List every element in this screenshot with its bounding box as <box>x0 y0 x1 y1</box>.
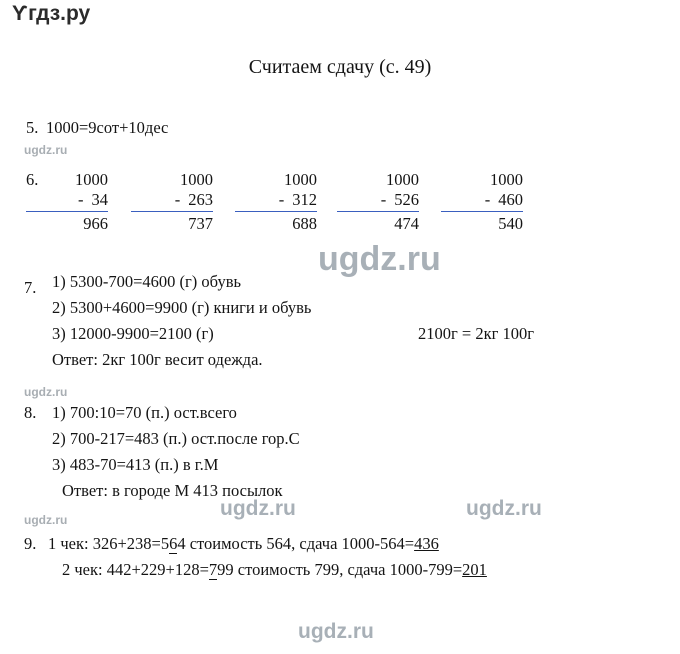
col5-top: 1000 <box>490 170 523 189</box>
col4-top: 1000 <box>386 170 419 189</box>
col4-sub-value: 526 <box>394 190 419 209</box>
task9-l2-part-c: 99 стоимость 799, сдача 1000-799= <box>217 560 463 579</box>
minus-sign: - <box>174 190 181 209</box>
task5-text: 1000=9сот+10дес <box>46 118 169 137</box>
task7-line-3: 3) 12000-9900=2100 (г) <box>52 324 214 343</box>
col1-top: 1000 <box>75 170 108 189</box>
minus-sign: - <box>380 190 387 209</box>
task8-line-1: 1) 700:10=70 (п.) ост.всего <box>52 403 237 422</box>
column-subtraction-3 <box>235 170 317 234</box>
col2-sub <box>131 190 213 212</box>
col1-sub-value: 34 <box>91 190 108 209</box>
task5-number: 5. <box>26 118 39 137</box>
watermark: ugdz.ru <box>466 497 542 520</box>
column-subtraction-5 <box>441 170 523 234</box>
task7-line-1: 1) 5300-700=4600 (г) обувь <box>52 272 242 291</box>
task8-line-3: 3) 483-70=413 (п.) в г.М <box>52 455 219 474</box>
watermark: ugdz.ru <box>24 513 68 527</box>
minus-sign: - <box>278 190 285 209</box>
task9-l1-change: 436 <box>414 534 439 553</box>
task9-line-1 <box>48 534 439 554</box>
task9-line-2 <box>62 560 487 580</box>
task7-answer: Ответ: 2кг 100г весит одежда. <box>52 350 263 369</box>
task9-number: 9. <box>24 534 37 553</box>
task9-l1-part-c: 4 <box>177 534 186 553</box>
minus-sign: - <box>78 190 84 209</box>
task7-number: 7. <box>24 278 37 297</box>
col5-sub-value: 460 <box>498 190 523 209</box>
watermark: ugdz.ru <box>24 143 68 157</box>
col3-top: 1000 <box>284 170 317 189</box>
col1-result: 966 <box>83 214 108 233</box>
task9-l1-part-d: стоимость 564, сдача 1000-564= <box>185 534 415 553</box>
col3-sub-value: 312 <box>292 190 317 209</box>
task9-l1-part-b: 6 <box>169 534 178 553</box>
page-title: Считаем сдачу (с. 49) <box>248 56 432 78</box>
task9-l2-part-b: 7 <box>208 560 218 579</box>
watermark: ugdz.ru <box>24 385 68 399</box>
column-subtraction-2 <box>131 170 213 234</box>
col2-top: 1000 <box>180 170 213 189</box>
task7-line-2: 2) 5300+4600=9900 (г) книги и обувь <box>52 298 312 317</box>
col4-result: 474 <box>394 214 419 233</box>
task9-l1-part-a: 1 чек: 326+238=5 <box>48 534 170 553</box>
task6-number: 6. <box>26 170 39 189</box>
minus-sign: - <box>484 190 491 209</box>
col2-result: 737 <box>188 214 213 233</box>
task7-side-note: 2100г = 2кг 100г <box>418 324 534 343</box>
task9-l2-change: 201 <box>462 560 487 579</box>
col1-sub <box>26 190 108 212</box>
watermark: ugdz.ru <box>220 497 296 520</box>
watermark: ugdz.ru <box>318 240 441 278</box>
col5-result: 540 <box>498 214 523 233</box>
column-subtraction-1 <box>26 170 108 234</box>
task8-answer: Ответ: в городе М 413 посылок <box>62 481 283 500</box>
col3-result: 688 <box>292 214 317 233</box>
col5-sub <box>441 190 523 212</box>
col4-sub <box>337 190 419 212</box>
site-logo: Ƴгдз.ру <box>12 2 91 25</box>
col3-sub <box>235 190 317 212</box>
column-subtraction-4 <box>337 170 419 234</box>
task9-l2-part-a: 2 чек: 442+229+128= <box>62 560 209 579</box>
watermark: ugdz.ru <box>298 620 374 643</box>
task8-number: 8. <box>24 403 37 422</box>
task8-line-2: 2) 700-217=483 (п.) ост.после гор.С <box>52 429 300 448</box>
col2-sub-value: 263 <box>188 190 213 209</box>
